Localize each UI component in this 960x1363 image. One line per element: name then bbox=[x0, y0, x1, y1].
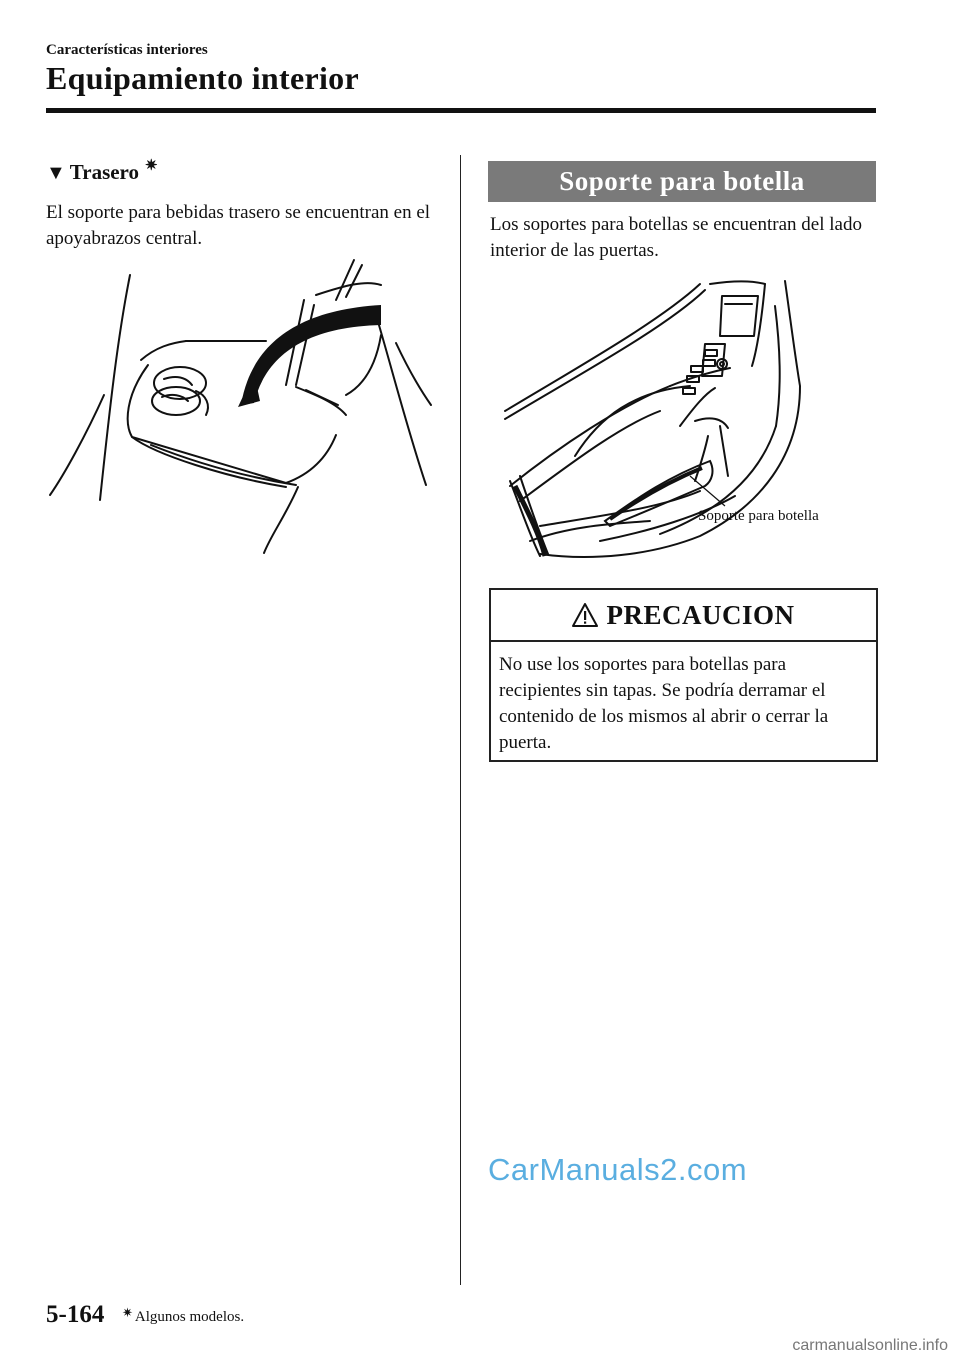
asterisk-icon: ✷ bbox=[145, 158, 158, 174]
right-body-text: Los soportes para botellas se encuentran del lado interior de las puertas. bbox=[490, 214, 862, 261]
page-title: Equipamiento interior bbox=[46, 60, 359, 96]
rear-cupholder-illustration bbox=[46, 255, 436, 555]
section-label: Características interiores bbox=[46, 42, 208, 58]
watermark-logo: CarManuals2.com bbox=[488, 1152, 748, 1187]
footnote bbox=[122, 1305, 245, 1326]
site-credit: carmanualsonline.info bbox=[792, 1337, 948, 1354]
bottle-holder-banner: Soporte para botella bbox=[488, 161, 876, 202]
caution-header bbox=[491, 590, 876, 642]
caution-title: PRECAUCION bbox=[606, 599, 795, 630]
caution-box bbox=[489, 588, 878, 762]
asterisk-icon: ✷ bbox=[122, 1305, 133, 1320]
column-divider bbox=[460, 155, 461, 1285]
page-number: 5-164 bbox=[46, 1301, 105, 1328]
title-rule bbox=[46, 108, 876, 113]
subheading-text: Trasero bbox=[69, 160, 140, 184]
subheading-trasero bbox=[46, 160, 158, 185]
left-body-text: El soporte para bebidas trasero se encuentran en el apoyabrazos central. bbox=[46, 202, 431, 249]
triangle-marker-icon: ▼ bbox=[46, 162, 66, 184]
footnote-text: Algunos modelos. bbox=[134, 1309, 245, 1325]
caution-text: No use los soportes para botellas para recipientes sin tapas. Se podría derramar el contenido de los mismos al abrir o cerrar la puerta. bbox=[499, 654, 829, 753]
warning-triangle-icon bbox=[572, 602, 598, 628]
bottle-holder-callout: Soporte para botella bbox=[698, 508, 819, 524]
